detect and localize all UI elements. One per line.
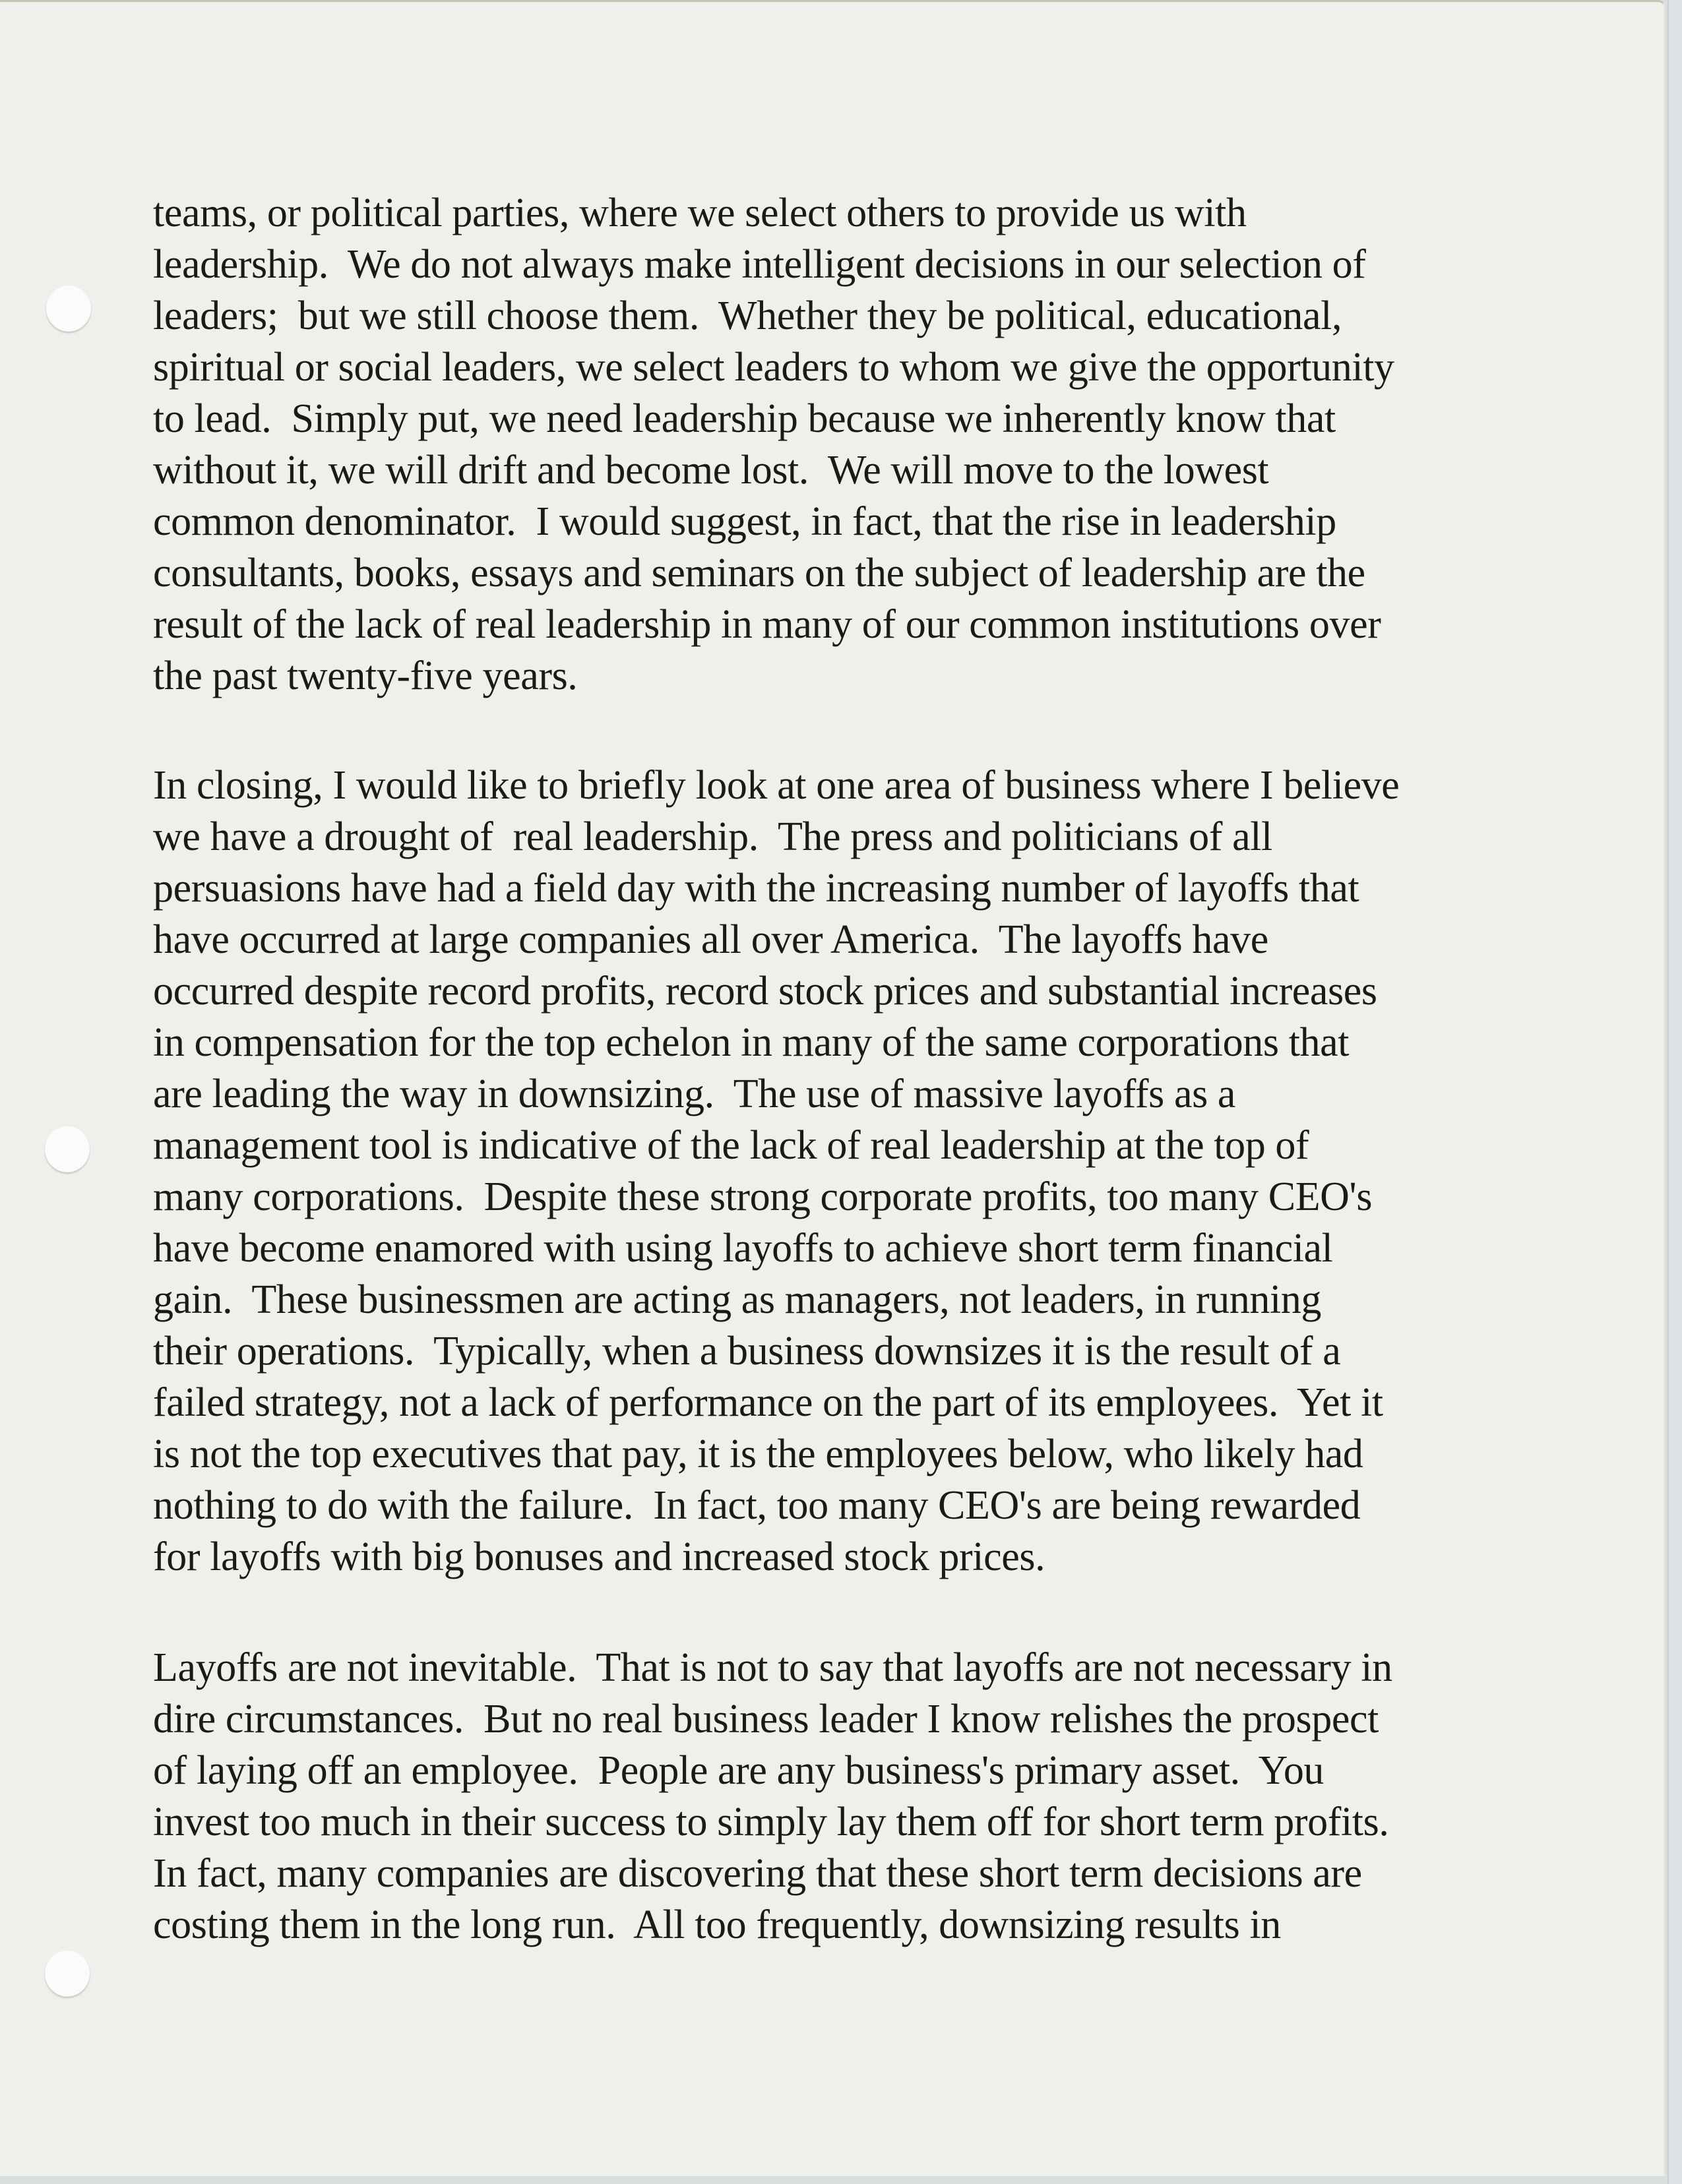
text-line: for layoffs with big bonuses and increased stock prices. xyxy=(153,1534,1045,1579)
text-line: teams, or political parties, where we select others to provide us with xyxy=(153,191,1247,235)
text-line: costing them in the long run. All too frequently, downsizing results in xyxy=(153,1902,1281,1947)
text-line: In fact, many companies are discovering that these short term decisions are xyxy=(153,1851,1362,1896)
text-line: persuasions have had a field day with the increasing number of layoffs that xyxy=(153,866,1359,911)
text-line: in compensation for the top echelon in many of the same corporations that xyxy=(153,1020,1350,1065)
text-line: management tool is indicative of the lack of real leadership at the top of xyxy=(153,1123,1309,1168)
text-line: leadership. We do not always make intelligent decisions in our selection of xyxy=(153,242,1366,287)
text-line: have become enamored with using layoffs to achieve short term financial xyxy=(153,1226,1333,1271)
punch-hole-icon xyxy=(45,1126,90,1172)
text-line: leaders; but we still choose them. Whether they be political, educational, xyxy=(153,293,1342,338)
text-line: invest too much in their success to simply lay them off for short term profits. xyxy=(153,1800,1389,1844)
text-line: to lead. Simply put, we need leadership because we inherently know that xyxy=(153,396,1336,441)
text-line: their operations. Typically, when a business downsizes it is the result of a xyxy=(153,1329,1341,1374)
scanner-edge-strip xyxy=(1667,0,1682,2184)
text-line: of laying off an employee. People are any business's primary asset. You xyxy=(153,1748,1324,1793)
paragraph-1 xyxy=(153,187,1551,702)
punch-hole-icon xyxy=(45,1951,90,1997)
text-line: many corporations. Despite these strong corporate profits, too many CEO's xyxy=(153,1174,1373,1219)
text-line: failed strategy, not a lack of performance on the part of its employees. Yet it xyxy=(153,1380,1383,1425)
text-line: is not the top executives that pay, it is the employees below, who likely had xyxy=(153,1432,1363,1476)
paragraph-3 xyxy=(153,1642,1551,1951)
text-line: result of the lack of real leadership in many of our common institutions over xyxy=(153,602,1381,647)
text-line: the past twenty-five years. xyxy=(153,653,578,698)
text-line: dire circumstances. But no real business leader I know relishes the prospect xyxy=(153,1697,1379,1742)
text-line: spiritual or social leaders, we select leaders to whom we give the opportunity xyxy=(153,345,1394,390)
text-line: In closing, I would like to briefly look at one area of business where I believe xyxy=(153,763,1400,808)
text-line: Layoffs are not inevitable. That is not to say that layoffs are not necessary in xyxy=(153,1645,1392,1690)
text-line: have occurred at large companies all over America. The layoffs have xyxy=(153,917,1268,962)
text-line: nothing to do with the failure. In fact, too many CEO's are being rewarded xyxy=(153,1483,1361,1528)
text-line: gain. These businessmen are acting as managers, not leaders, in running xyxy=(153,1277,1321,1322)
text-line: occurred despite record profits, record stock prices and substantial increases xyxy=(153,969,1377,1014)
text-line: common denominator. I would suggest, in fact, that the rise in leadership xyxy=(153,499,1336,544)
paragraph-2 xyxy=(153,760,1551,1583)
text-line: are leading the way in downsizing. The use of massive layoffs as a xyxy=(153,1072,1236,1116)
text-line: consultants, books, essays and seminars on the subject of leadership are the xyxy=(153,551,1365,595)
punch-hole-icon xyxy=(46,286,91,332)
text-line: without it, we will drift and become lost. We will move to the lowest xyxy=(153,448,1269,493)
text-line: we have a drought of real leadership. The press and politicians of all xyxy=(153,814,1272,859)
